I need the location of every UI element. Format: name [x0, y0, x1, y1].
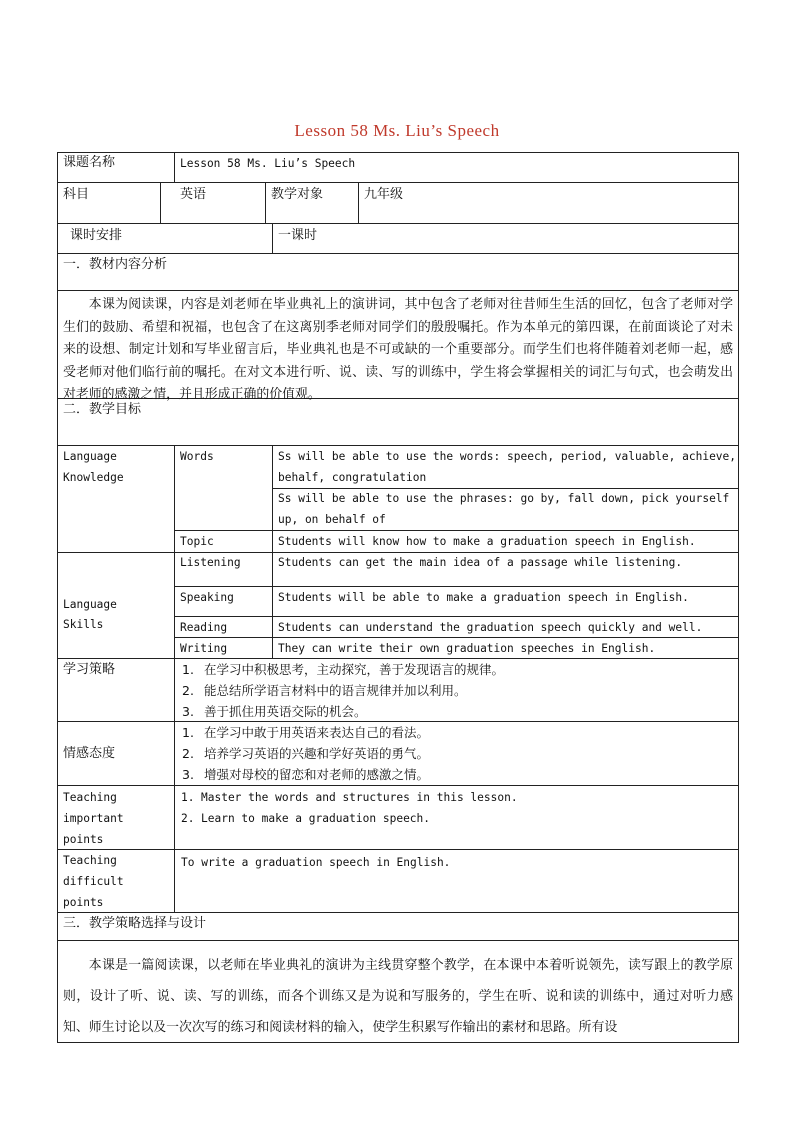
topic-text: Students will know how to make a graduation speech in English.	[278, 535, 696, 548]
course-name-value: Lesson 58 Ms. Liu’s Speech	[180, 157, 356, 170]
schedule-value: 一课时	[278, 228, 318, 243]
subject-value: 英语	[180, 187, 207, 202]
page-title: Lesson 58 Ms. Liu’s Speech	[294, 121, 500, 140]
listening-text: Students can get the main idea of a passage while listening.	[278, 556, 683, 569]
strategy-list	[182, 659, 504, 722]
topic-label: Topic	[180, 535, 214, 548]
speaking-label: Speaking	[180, 591, 234, 604]
writing-label: Writing	[180, 642, 228, 655]
words-label: Words	[180, 450, 214, 463]
course-name-label: 课题名称	[63, 155, 116, 170]
important-label-3: points	[63, 833, 104, 846]
phrases-text-line2: up, on behalf of	[278, 513, 386, 526]
section3-paragraph: 本课是一篇阅读课，以老师在毕业典礼的演讲为主线贯穿整个教学，在本课中本着听说领先，读写跟上的教学原则，设计了听、说、读、写的训练，而各个训练又是为说和写服务的，学生在听、说和读的训练中，通过对听力感知、师生讨论以及一次次写的练习和阅读材料的输入，使学生积累写作输出的素材和思路。所有设	[63, 958, 733, 1035]
language-knowledge-label-2: Knowledge	[63, 471, 124, 484]
words-text-line2: behalf, congratulation	[278, 471, 427, 484]
section1-heading: 一．教材内容分析	[63, 257, 168, 272]
section1-paragraph: 本课为阅读课，内容是刘老师在毕业典礼上的演讲词，其中包含了老师对往昔师生生活的回忆，包含了老师对学生们的鼓励、希望和祝福，也包含了在这离别季老师对同学们的殷殷嘱托。作为本单元的第四课，在前面谈论了对未来的设想、制定计划和写毕业留言后，毕业典礼也是不可或缺的一个重要部分。而学生们也将伴随着刘老师一起，感受老师对他们临行前的嘱托。在对文本进行听、说、读、写的训练中，学生将会掌握相关的词汇与句式，也会萌发出对老师的感激之情，并且形成正确的价值观。	[63, 297, 733, 402]
important-label-1: Teaching	[63, 791, 117, 804]
listening-label: Listening	[180, 556, 241, 569]
difficult-label-2: difficult	[63, 875, 124, 888]
reading-text: Students can understand the graduation speech quickly and well.	[278, 621, 703, 634]
list-item: 3. 善于抓住用英语交际的机会。	[182, 704, 367, 719]
phrases-text-line1: Ss will be able to use the phrases: go by, fall down, pick yourself	[278, 492, 730, 505]
difficult-text: To write a graduation speech in English.	[181, 856, 451, 869]
subject-label: 科目	[63, 187, 90, 202]
list-item: 3. 增强对母校的留恋和对老师的感激之情。	[182, 767, 430, 782]
important-list	[181, 787, 518, 829]
section2-heading: 二．教学目标	[63, 402, 142, 417]
language-skills-label: Language	[63, 598, 117, 611]
difficult-label-3: points	[63, 896, 104, 909]
important-label-2: important	[63, 812, 124, 825]
list-item: 2. Learn to make a graduation speech.	[181, 812, 431, 825]
list-item: 1. 在学习中积极思考，主动探究，善于发现语言的规律。	[182, 662, 505, 677]
difficult-label-1: Teaching	[63, 854, 117, 867]
emotion-label: 情感态度	[63, 746, 116, 761]
writing-text: They can write their own graduation speeches in English.	[278, 642, 656, 655]
words-text-line1: Ss will be able to use the words: speech, period, valuable, achieve,	[278, 450, 737, 463]
target-label: 教学对象	[271, 187, 324, 202]
language-knowledge-label: Language	[63, 450, 117, 463]
list-item: 2. 能总结所学语言材料中的语言规律并加以利用。	[182, 683, 467, 698]
list-item: 1. 在学习中敢于用英语来表达自己的看法。	[182, 725, 430, 740]
list-item: 1. Master the words and structures in this lesson.	[181, 791, 518, 804]
schedule-label: 课时安排	[70, 228, 123, 243]
target-value: 九年级	[364, 187, 404, 202]
section3-heading: 三．教学策略选择与设计	[63, 916, 207, 931]
list-item: 2. 培养学习英语的兴趣和学好英语的勇气。	[182, 746, 430, 761]
reading-label: Reading	[180, 621, 228, 634]
speaking-text: Students will be able to make a graduation speech in English.	[278, 591, 689, 604]
language-skills-label-2: Skills	[63, 618, 104, 631]
strategy-label: 学习策略	[63, 662, 116, 677]
emotion-list	[182, 722, 429, 785]
